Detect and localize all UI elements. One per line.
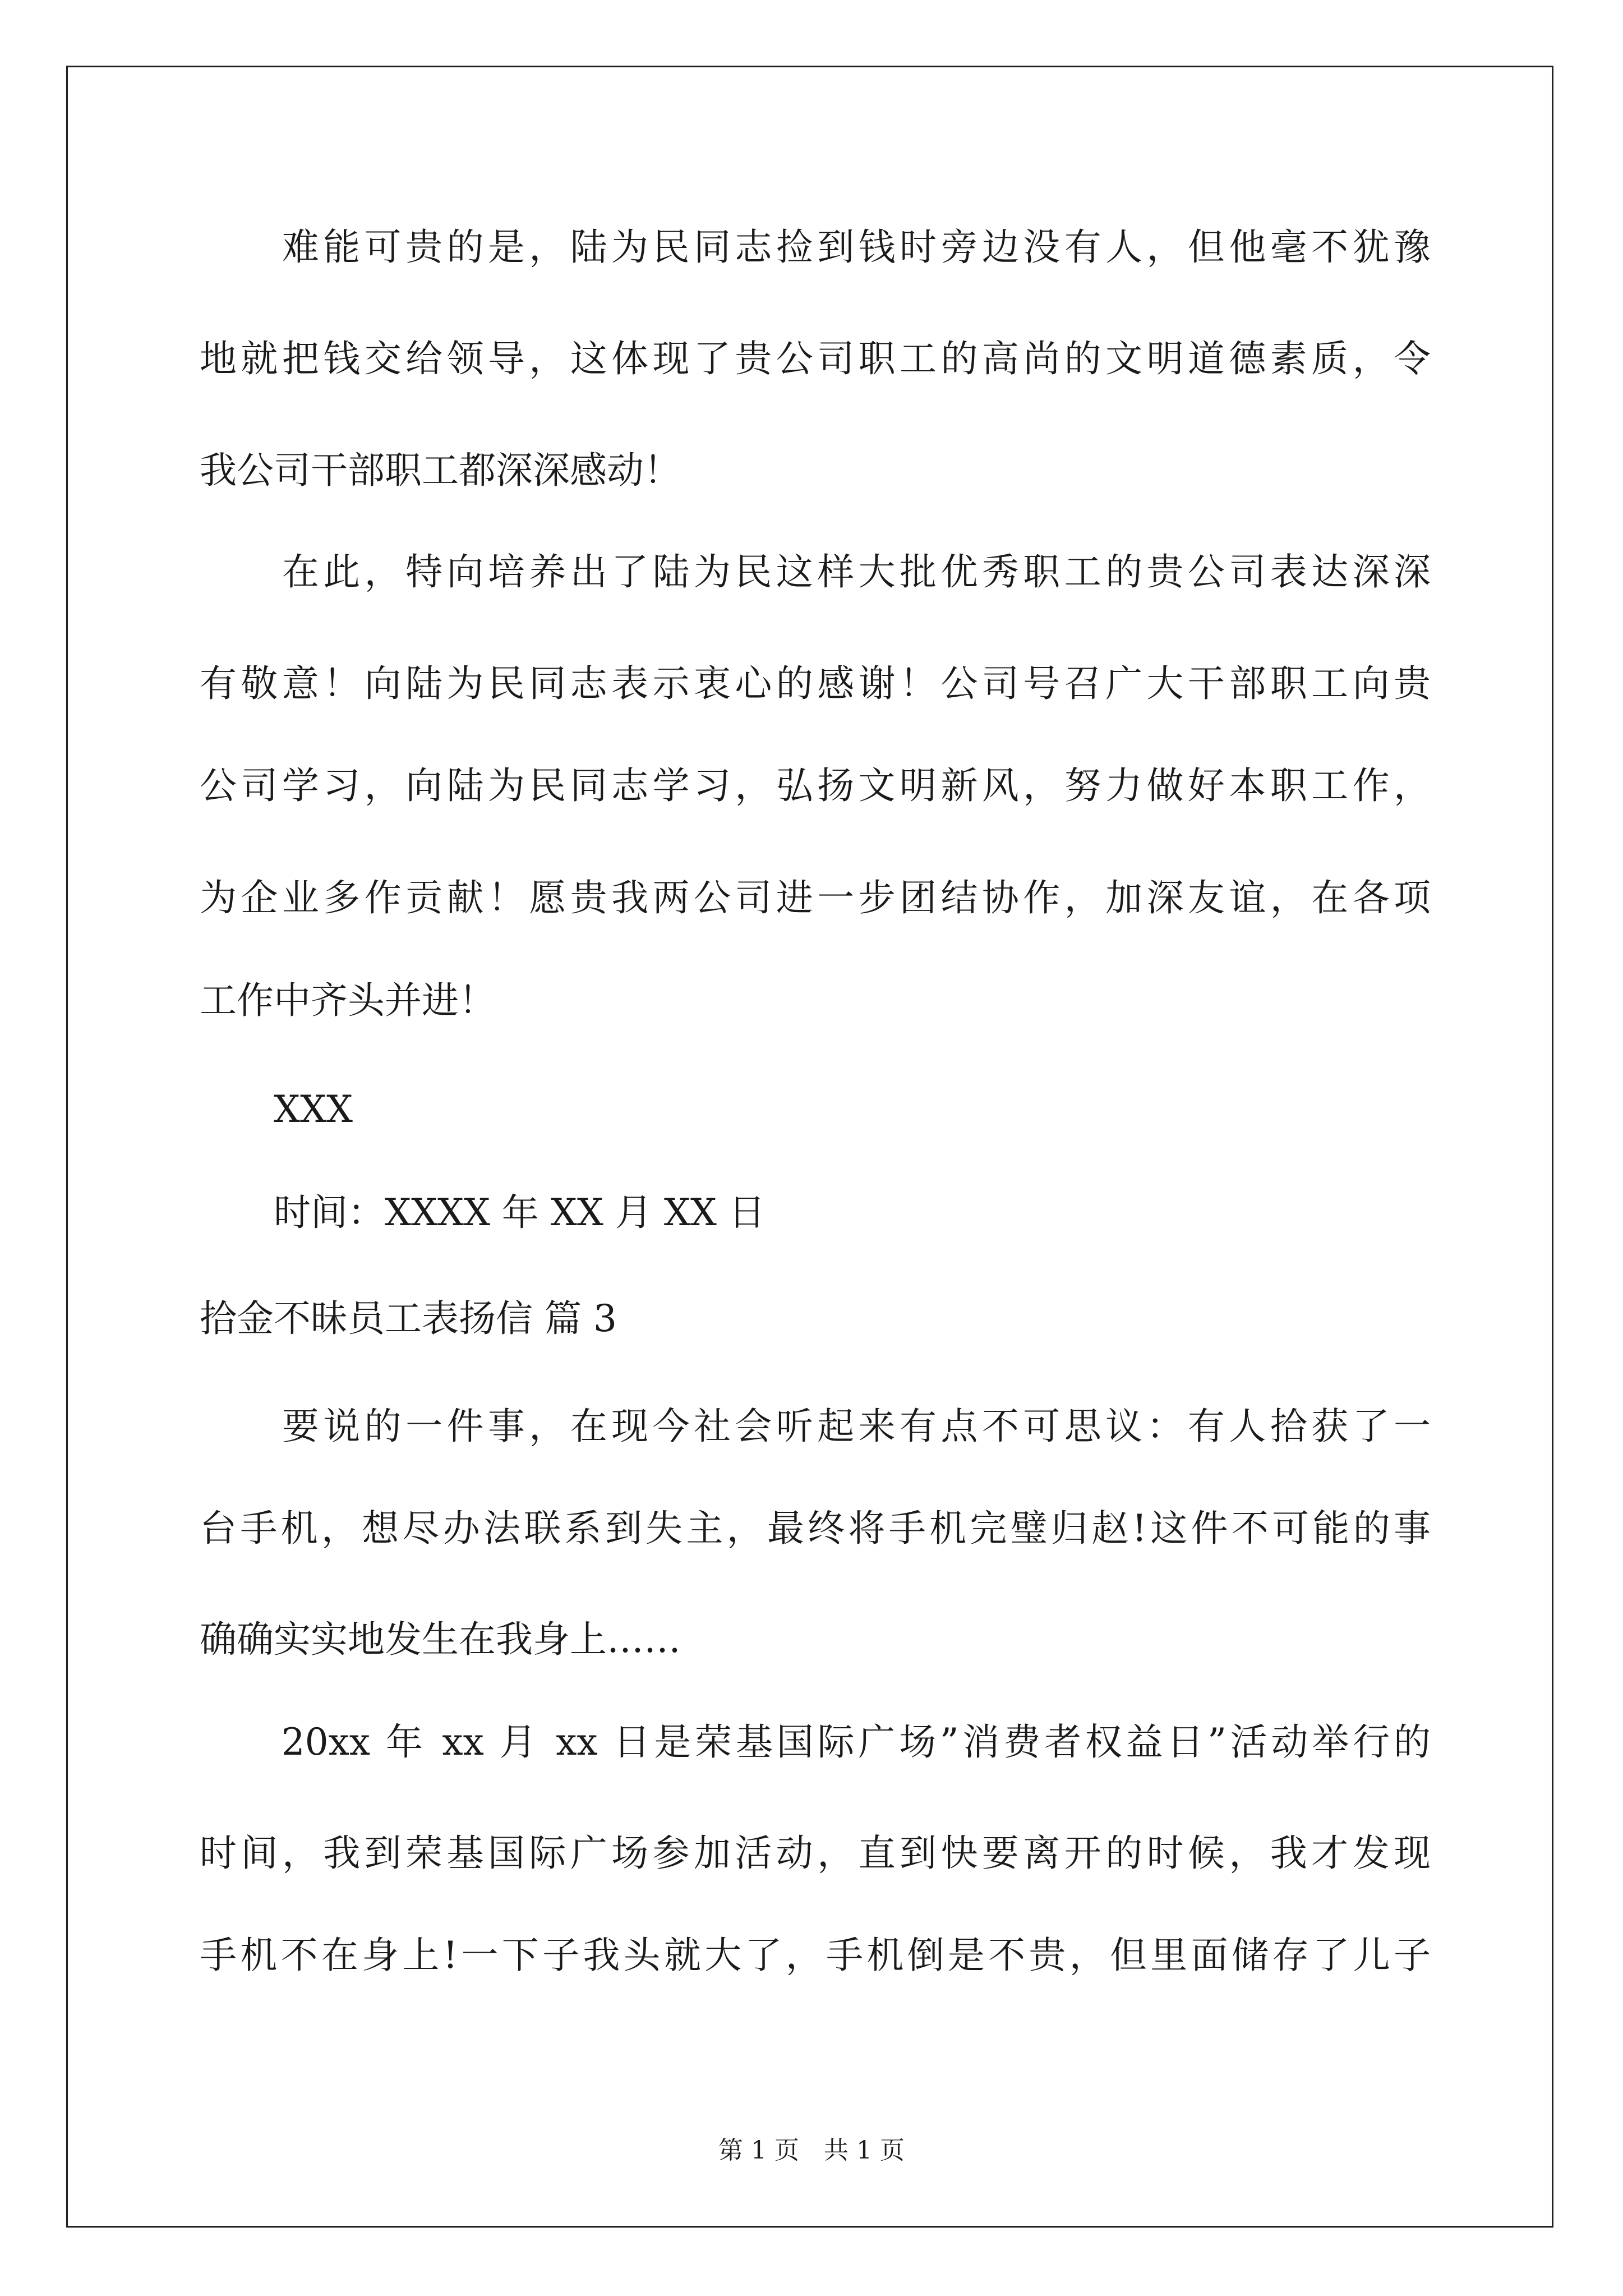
body-line-7: 为企业多作贡献！愿贵我两公司进一步团结协作，加深友谊，在各项 [200,876,1431,919]
signature-date: 时间：XXXX 年 XX 月 XX 日 [200,1191,766,1234]
body-line-12: 要说的一件事，在现今社会听起来有点不可思议：有人拾获了一 [200,1405,1431,1448]
body-line-1: 难能可贵的是，陆为民同志捡到钱时旁边没有人，但他毫不犹豫 [200,226,1431,269]
page-number-footer: 第 1 页 共 1 页 [718,2136,905,2165]
body-line-4: 在此，特向培养出了陆为民这样大批优秀职工的贵公司表达深深 [200,550,1431,593]
signature-name: XXX [200,1088,353,1131]
body-line-13: 台手机，想尽办法联系到失主，最终将手机完璧归赵!这件不可能的事 [200,1507,1431,1550]
body-line-17: 手机不在身上!一下子我头就大了，手机倒是不贵，但里面储存了儿子 [200,1934,1431,1977]
body-line-6: 公司学习，向陆为民同志学习，弘扬文明新风，努力做好本职工作， [200,764,1431,807]
body-line-8: 工作中齐头并进！ [200,979,496,1022]
body-line-2: 地就把钱交给领导，这体现了贵公司职工的高尚的文明道德素质，令 [200,337,1431,380]
section-heading: 拾金不昧员工表扬信 篇 3 [200,1297,617,1340]
body-line-16: 时间，我到荣基国际广场参加活动，直到快要离开的时候，我才发现 [200,1832,1431,1875]
page-frame [66,66,1553,2228]
body-line-3: 我公司干部职工都深深感动！ [200,449,681,492]
body-line-15: 20xx 年 xx 月 xx 日是荣基国际广场”消费者权益日”活动举行的 [200,1720,1431,1764]
body-line-5: 有敬意！向陆为民同志表示衷心的感谢！公司号召广大干部职工向贵 [200,662,1431,705]
body-line-14: 确确实实地发生在我身上…… [200,1618,681,1661]
